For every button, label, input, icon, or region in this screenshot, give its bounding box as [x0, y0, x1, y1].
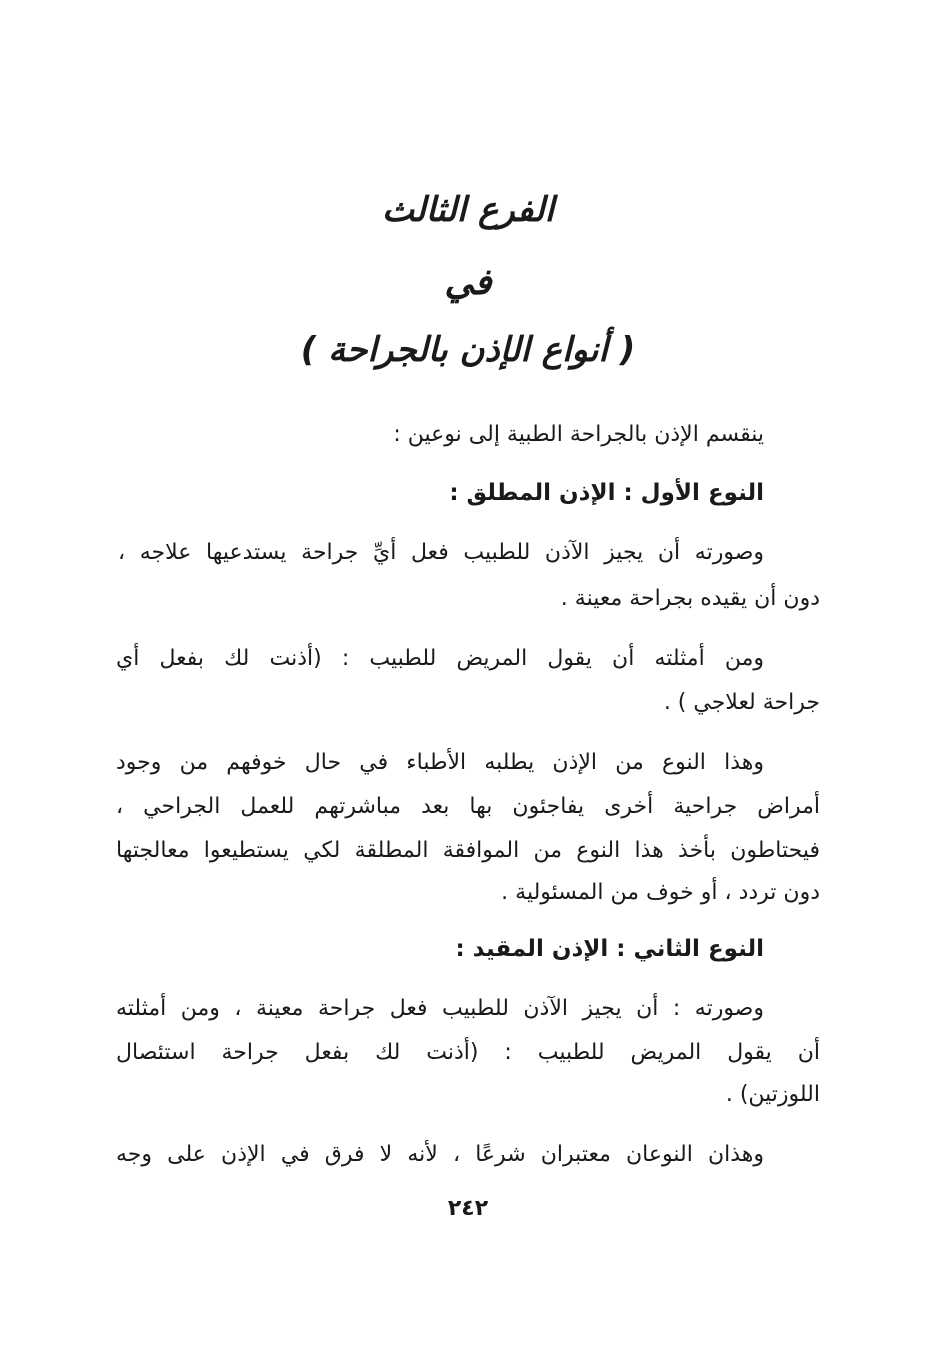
- text-line: أن يقول المريض للطبيب : (أذنت لك بفعل جراحة استئصال: [116, 1040, 820, 1065]
- text-line: وهذان النوعان معتبران شرعًا ، لأنه لا فرق في الإذن على وجه: [116, 1142, 764, 1167]
- text-line: وهذا النوع من الإذن يطلبه الأطباء في حال خوفهم من وجود: [116, 750, 764, 775]
- subheading-restricted-permission: النوع الثاني : الإذن المقيد :: [455, 936, 764, 962]
- text-line: جراحة لعلاجي ) .: [663, 690, 820, 715]
- subheading-absolute-permission: النوع الأول : الإذن المطلق :: [449, 480, 764, 506]
- text-line: ومن أمثلته أن يقول المريض للطبيب : (أذنت لك بفعل أي: [116, 646, 764, 671]
- text-line: وصورته أن يجيز الآذن للطبيب فعل أيِّ جراحة يستدعيها علاجه ،: [118, 540, 764, 565]
- text-line: دون أن يقيده بجراحة معينة .: [560, 586, 820, 611]
- text-line: اللوزتين) .: [725, 1082, 820, 1107]
- text-line: ينقسم الإذن بالجراحة الطبية إلى نوعين :: [393, 422, 764, 447]
- section-title: الفرع الثالث: [381, 190, 555, 230]
- section-subtitle: ( أنواع الإذن بالجراحة ): [300, 330, 636, 370]
- text-line: دون تردد ، أو خوف من المسئولية .: [501, 880, 820, 905]
- text-line: فيحتاطون بأخذ هذا النوع من الموافقة المطلقة لكي يستطيعوا معالجتها: [116, 838, 820, 863]
- page-number: ٢٤٢: [447, 1196, 489, 1221]
- text-line: وصورته : أن يجيز الآذن للطبيب فعل جراحة معينة ، ومن أمثلته: [116, 996, 764, 1021]
- text-line: أمراض جراحية أخرى يفاجئون بها بعد مباشرتهم للعمل الجراحي ،: [116, 794, 820, 819]
- section-title-connector: في: [444, 262, 492, 303]
